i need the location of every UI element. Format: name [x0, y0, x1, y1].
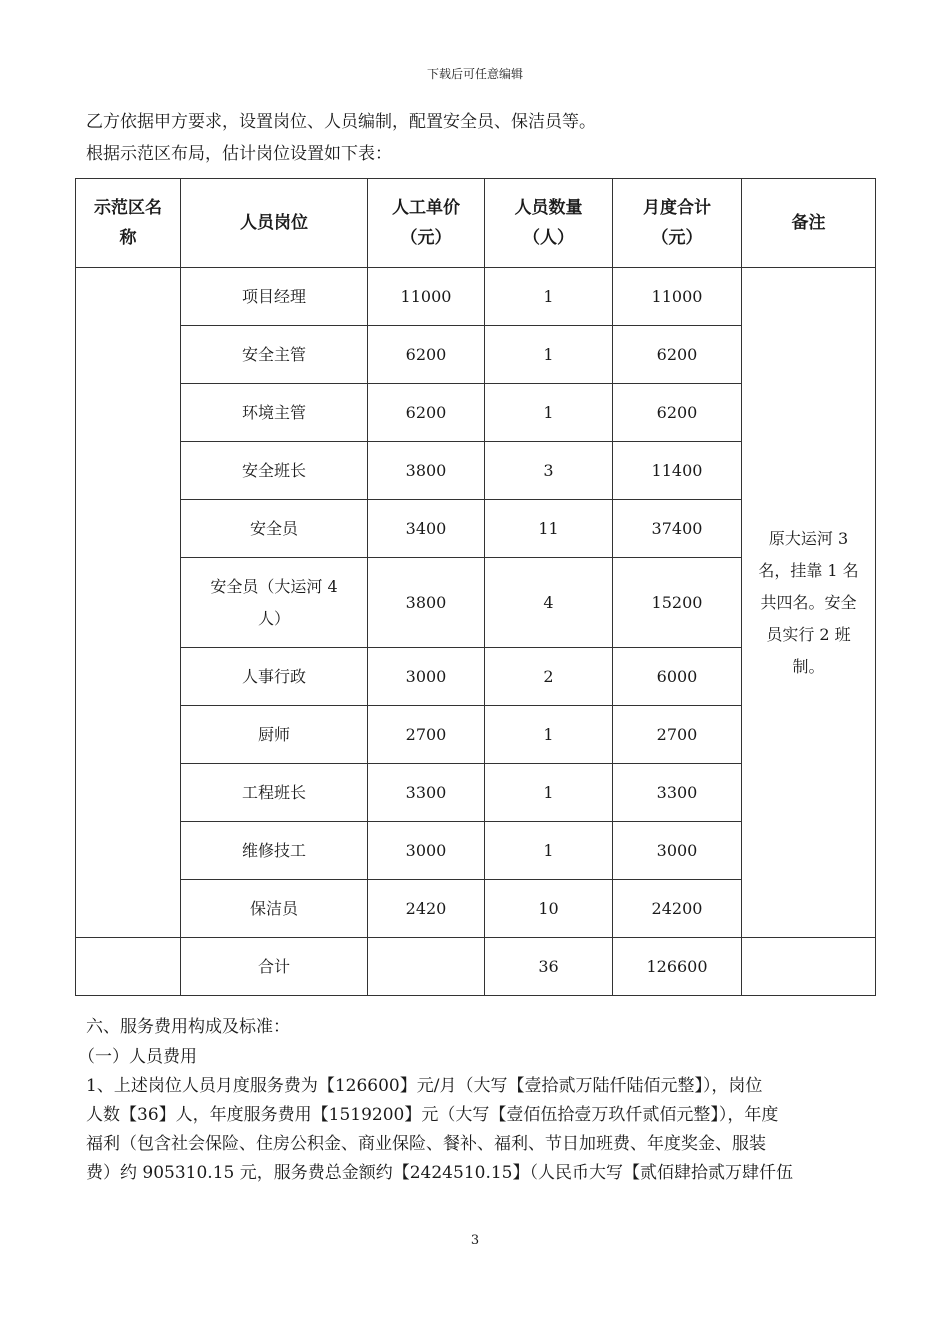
position-cell: 保洁员 [181, 880, 368, 938]
count-cell: 1 [485, 706, 613, 764]
section-6-title: 六、服务费用构成及标准： [86, 1017, 290, 1037]
unit-price-cell: 3000 [368, 822, 485, 880]
unit-price-cell: 6200 [368, 326, 485, 384]
position-cell: 工程班长 [181, 764, 368, 822]
total-monthly: 126600 [613, 938, 742, 996]
unit-price-cell: 6200 [368, 384, 485, 442]
count-cell: 1 [485, 268, 613, 326]
count-cell: 1 [485, 384, 613, 442]
subsection-1-title: （一）人员费用 [78, 1047, 197, 1067]
area-cell [76, 268, 181, 938]
count-cell: 4 [485, 558, 613, 648]
total-unit-price-cell [368, 938, 485, 996]
total-area-cell [76, 938, 181, 996]
monthly-cell: 3000 [613, 822, 742, 880]
fee-line-3: 福利（包含社会保险、住房公积金、商业保险、餐补、福利、节日加班费、年度奖金、服装 [86, 1134, 766, 1154]
unit-price-cell: 3000 [368, 648, 485, 706]
fee-line-1: 1、上述岗位人员月度服务费为【126600】元/月（大写【壹拾贰万陆仟陆佰元整】），岗位 [86, 1076, 763, 1096]
fee-line-4: 费）约 905310.15 元，服务费总金额约【2424510.15】（人民币大写【贰佰肆拾贰万肆仟伍 [86, 1163, 793, 1183]
intro-line-1: 乙方依据甲方要求，设置岗位、人员编制，配置安全员、保洁员等。 [86, 112, 596, 132]
monthly-cell: 6000 [613, 648, 742, 706]
total-remark-cell [742, 938, 876, 996]
page-header: 下载后可任意编辑 [426, 67, 523, 81]
header-position: 人员岗位 [181, 179, 368, 268]
monthly-cell: 6200 [613, 384, 742, 442]
count-cell: 1 [485, 326, 613, 384]
total-row [76, 938, 876, 996]
monthly-cell: 6200 [613, 326, 742, 384]
intro-line-2: 根据示范区布局，估计岗位设置如下表： [86, 144, 392, 164]
position-cell: 项目经理 [181, 268, 368, 326]
fee-line-2: 人数【36】人，年度服务费用【1519200】元（大写【壹佰伍拾壹万玖仟贰佰元整】），年度 [86, 1105, 779, 1125]
table-row [76, 268, 876, 326]
unit-price-cell: 11000 [368, 268, 485, 326]
monthly-cell: 11000 [613, 268, 742, 326]
position-cell: 安全员 [181, 500, 368, 558]
unit-price-cell: 3300 [368, 764, 485, 822]
monthly-cell: 37400 [613, 500, 742, 558]
position-cell: 维修技工 [181, 822, 368, 880]
header-unit-price: 人工单价 （元） [368, 179, 485, 268]
monthly-cell: 3300 [613, 764, 742, 822]
table-header-row [76, 179, 876, 268]
fee-paragraph [86, 1072, 866, 1188]
position-cell: 环境主管 [181, 384, 368, 442]
monthly-cell: 24200 [613, 880, 742, 938]
unit-price-cell: 2420 [368, 880, 485, 938]
count-cell: 10 [485, 880, 613, 938]
monthly-cell: 15200 [613, 558, 742, 648]
position-cell: 安全员（大运河 4 人） [181, 558, 368, 648]
page-number: 3 [470, 1233, 480, 1248]
header-area: 示范区名 称 [76, 179, 181, 268]
position-cell: 人事行政 [181, 648, 368, 706]
monthly-cell: 11400 [613, 442, 742, 500]
staffing-table [75, 178, 876, 996]
count-cell: 11 [485, 500, 613, 558]
header-remark: 备注 [742, 179, 876, 268]
unit-price-cell: 3800 [368, 558, 485, 648]
header-count: 人员数量 （人） [485, 179, 613, 268]
total-count: 36 [485, 938, 613, 996]
position-cell: 厨师 [181, 706, 368, 764]
count-cell: 3 [485, 442, 613, 500]
unit-price-cell: 3800 [368, 442, 485, 500]
position-cell: 安全班长 [181, 442, 368, 500]
remark-cell: 原大运河 3 名，挂靠 1 名 共四名。安全 员实行 2 班 制。 [742, 268, 876, 938]
total-label: 合计 [181, 938, 368, 996]
count-cell: 2 [485, 648, 613, 706]
unit-price-cell: 3400 [368, 500, 485, 558]
monthly-cell: 2700 [613, 706, 742, 764]
position-cell: 安全主管 [181, 326, 368, 384]
count-cell: 1 [485, 764, 613, 822]
unit-price-cell: 2700 [368, 706, 485, 764]
header-monthly: 月度合计 （元） [613, 179, 742, 268]
count-cell: 1 [485, 822, 613, 880]
